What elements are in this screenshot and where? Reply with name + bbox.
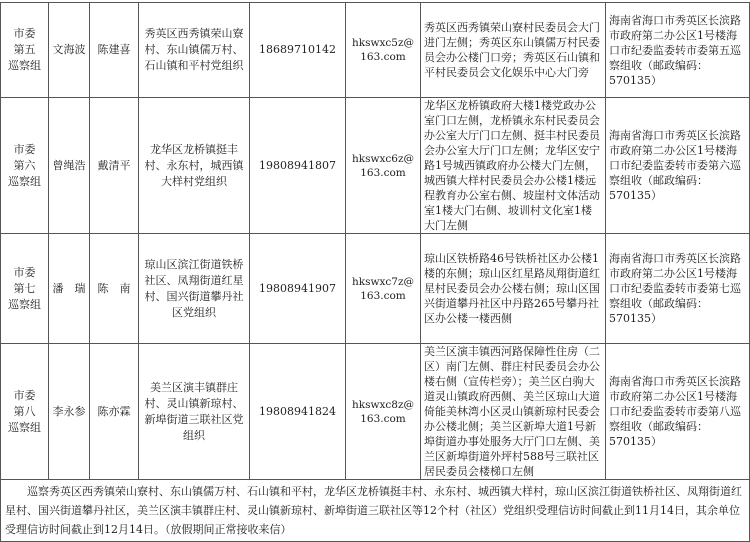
inspection-groups-table — [0, 2, 750, 542]
inspection-targets: 秀英区西秀镇荣山寮村、东山镇儒万村、石山镇和平村党组织 — [139, 3, 250, 98]
group-leader: 曾绳浩 — [49, 98, 90, 234]
report-email[interactable]: hkswxc6z@163.com — [346, 98, 421, 234]
phone-number: 19808941807 — [250, 98, 346, 234]
group-leader: 文海波 — [49, 3, 90, 98]
liaison-person: 陈亦霖 — [90, 344, 139, 480]
mailing-address: 海南省海口市秀英区长滨路市政府第二办公区1号楼海口市纪委监委转市委第八巡察组收（邮政编码：570135） — [606, 344, 750, 480]
inspection-targets: 琼山区滨江街道铁桥社区、凤翔街道红星村、国兴街道攀丹社区党组织 — [139, 234, 250, 344]
mailbox-location: 琼山区铁桥路46号铁桥社区办公楼1楼的东侧；琼山区红星路凤翔街道红星村民委员会办公楼右侧；琼山区国兴街道攀丹社区中丹路265号攀丹社区办公楼一楼西侧 — [421, 234, 606, 344]
report-email[interactable]: hkswxc5z@163.com — [346, 3, 421, 98]
mailbox-location: 龙华区龙桥镇政府大楼1楼党政办公室门口左侧，龙桥镇永东村民委员会办公室大厅门口左侧、挺丰村民委员会办公室大厅门口左侧；龙华区安宁路1号城西镇政府办公楼大门左侧，城西镇大样村民委员会办公楼1楼远程教育办公室右侧、坡崖村文体活动室1楼大门右侧、坡训村文化室1楼大门左侧 — [421, 98, 606, 234]
mailing-address: 海南省海口市秀英区长滨路市政府第二办公区1号楼海口市纪委监委转市委第七巡察组收（邮政编码：570135） — [606, 234, 750, 344]
inspection-targets: 龙华区龙桥镇挺丰村、永东村，城西镇大样村党组织 — [139, 98, 250, 234]
report-email[interactable]: hkswxc8z@163.com — [346, 344, 421, 480]
phone-number: 19808941824 — [250, 344, 346, 480]
phone-number: 19808941907 — [250, 234, 346, 344]
group-name: 市委 第五 巡察组 — [1, 3, 49, 98]
mailing-address: 海南省海口市秀英区长滨路市政府第二办公区1号楼海口市纪委监委转市委第五巡察组收（邮政编码：570135） — [606, 3, 750, 98]
table-row — [1, 98, 750, 234]
mailbox-location: 美兰区演丰镇西河路保障性住房（二区）南门左侧、群庄村民委员会办公楼右侧（宣传栏旁）；美兰区白驹大道灵山镇政府西侧、美兰区琼山大道倚能美林湾小区灵山镇新琼村民委会办公楼北侧；美兰区新埠大道1号新埠街道办事处服务大厅门口左侧、美兰区新埠街道外坪村588号三联社区居民委员会楼梯口左侧 — [421, 344, 606, 480]
group-name: 市委 第八 巡察组 — [1, 344, 49, 480]
phone-number: 18689710142 — [250, 3, 346, 98]
group-leader: 李永参 — [49, 344, 90, 480]
note-text — [1, 480, 750, 542]
group-name: 市委 第七 巡察组 — [1, 234, 49, 344]
table-row — [1, 234, 750, 344]
mailing-address: 海南省海口市秀英区长滨路市政府第二办公区1号楼海口市纪委监委转市委第六巡察组收（邮政编码：570135） — [606, 98, 750, 234]
note-content: 巡察秀英区西秀镇荣山寮村、东山镇儒万村、石山镇和平村，龙华区龙桥镇挺丰村、永东村、城西镇大样村，琼山区滨江街道铁桥社区、凤翔街道红星村、国兴街道攀丹社区，美兰区演丰镇群庄村、灵山镇新琼村、新埠街道三联社区等12个村（社区）党组织受理信访时间截止到11月14日，其余单位受理信访时间截止到12月14日。（放假期间正常接收来信） — [5, 485, 742, 536]
table-row — [1, 344, 750, 480]
report-email[interactable]: hkswxc7z@163.com — [346, 234, 421, 344]
group-leader: 潘 瑞 — [49, 234, 90, 344]
table-row — [1, 3, 750, 98]
mailbox-location: 秀英区西秀镇荣山寮村民委员会大门进门左侧；秀英区东山镇儒万村民委员会办公楼门口旁；秀英区石山镇和平村民委员会文化娱乐中心大门旁 — [421, 3, 606, 98]
liaison-person: 戴清平 — [90, 98, 139, 234]
group-name: 市委 第六 巡察组 — [1, 98, 49, 234]
note-row — [1, 480, 750, 542]
liaison-person: 陈 南 — [90, 234, 139, 344]
liaison-person: 陈建喜 — [90, 3, 139, 98]
inspection-targets: 美兰区演丰镇群庄村、灵山镇新琼村、新埠街道三联社区党组织 — [139, 344, 250, 480]
